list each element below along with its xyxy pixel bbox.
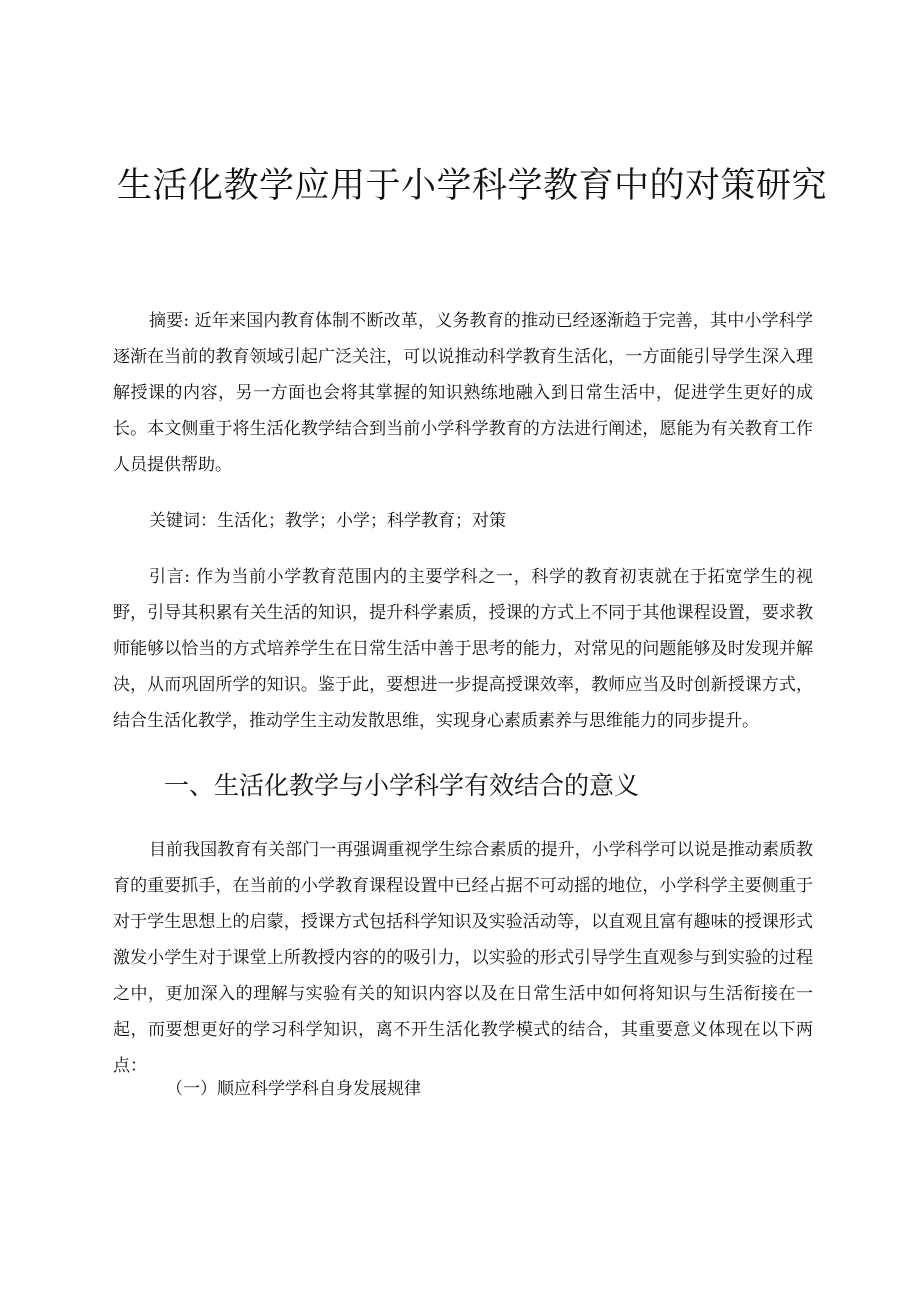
keywords-line: 关键词：生活化；教学；小学；科学教育；对策 <box>149 511 506 531</box>
introduction-paragraph: 引言: 作为当前小学教育范围内的主要学科之一，科学的教育初衷就在于拓宽学生的视野，引导其积累有关生活的知识，提升科学素质，授课的方式上不同于其他课程设置，要求教师能够以恰当的方式培养学生在日常生活中善于思考的能力，对常见的问题能够及时发现并解决，从而巩固所学的知识。鉴于此，要想进一步提高授课效率，教师应当及时创新授课方式，结合生活化教学，推动学生主动发散思维，实现身心素质素养与思维能力的同步提升。 <box>113 567 813 731</box>
abstract-paragraph: 摘要: 近年来国内教育体制不断改革，义务教育的推动已经逐渐趋于完善，其中小学科学逐渐在当前的教育领域引起广泛关注，可以说推动科学教育生活化，一方面能引导学生深入理解授课的内容，另一方面也会将其掌握的知识熟练地融入到日常生活中，促进学生更好的成长。本文侧重于将生活化教学结合到当前小学科学教育的方法进行阐述，愿能为有关教育工作人员提供帮助。 <box>113 311 813 475</box>
section-heading: 一、生活化教学与小学科学有效结合的意义 <box>164 771 640 800</box>
document-title: 生活化教学应用于小学科学教育中的对策研究 <box>117 166 828 206</box>
section-body-paragraph: 目前我国教育有关部门一再强调重视学生综合素质的提升，小学科学可以说是推动素质教育的重要抓手，在当前的小学教育课程设置中已经占据不可动摇的地位，小学科学主要侧重于对于学生思想上的启蒙，授课方式包括科学知识及实验活动等，以直观且富有趣味的授课形式激发小学生对于课堂上所教授内容的的吸引力，以实验的形式引导学生直观参与到实验的过程之中，更加深入的理解与实验有关的知识内容以及在日常生活中如何将知识与生活衔接在一起，而要想更好的学习科学知识，离不开生活化教学模式的结合，其重要意义体现在以下两点： <box>113 840 813 1076</box>
subsection-heading: （一）顺应科学学科自身发展规律 <box>166 1079 421 1099</box>
